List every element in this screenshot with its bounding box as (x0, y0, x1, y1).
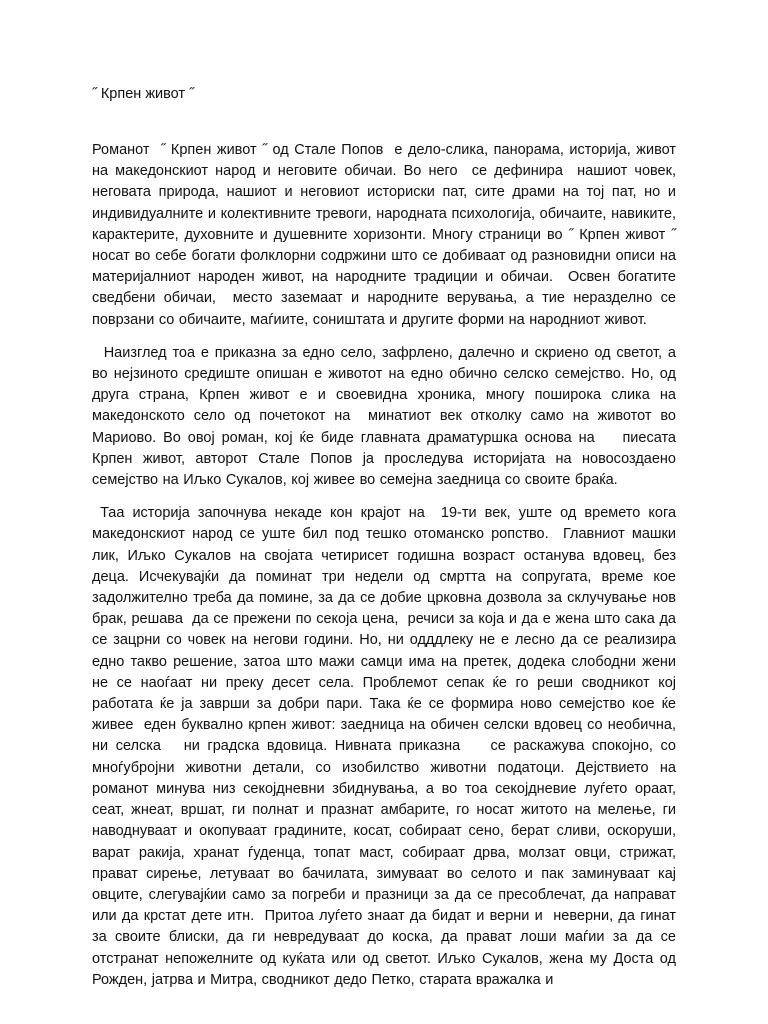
document-body (92, 140, 681, 1003)
document-title: ˝ Крпен живот ˝ (92, 86, 194, 102)
paragraph-3: Таа историја започнува некаде кон крајот на 19-ти век, уште од времето кога македонскиот народ се уште бил под тешко отоманско ропство. Главниот машки лик, Иљко Сукалов на својата четирисет годишна возраст останува вдовец, без деца. Исчекувајќи да поминат три недели од смртта на сопругата, време кое задолжително треба да помине, за да се добие црковна дозвола за склучување нов брак, решава да се прежени по секоја цена, речиси за која и да е жена што сака да се зацрни со човек на негови години. Но, ни одддлеку не е лесно да се реализира едно такво решение, затоа што мажи самци има на претек, додека слободни жени не се наоѓаат ни преку десет села. Проблемот сепак ќе го реши сводникот кој работата ќе ја заврши за добри пари. Така ќе се формира ново семејство кое ќе живее еден буквално крпен живот: заедница на обичен селски вдовец со необична, ни селска ни градска вдовица. Нивната приказна се раскажува спокојно, со мноѓубројни животни детали, со изобилство животни податоци. Дејствието на романот минува низ секојдневни збиднувања, а во тоа секојдневие луѓето ораат, сеат, жнеат, вршат, ги полнат и празнат амбарите, го носат житото на мелење, ги наводнуваат и окопуваат градините, косат, собираат сено, берат сливи, оскоруши, варат ракија, хранат ѓуденца, топат маст, собираат дрва, молзат овци, стрижат, прават сирење, летуваат во бачилата, зимуваат во селото и пак заминуваат кај овците, слегувајќии само за погреби и празници за да се пресоблечат, да направат или да крстат дете итн. Притоа луѓето знаат да бидат и верни и неверни, да гинат за своите блиски, да ги невредуваат до коска, да прават лоши маѓии за да се отстранат непожелните од куќата или од светот. Иљко Сукалов, жена му Доста од Рожден, јатрва и Митра, сводникот дедо Петко, старата вражалка и (92, 505, 681, 988)
paragraph-2: Наизглед тоа е приказна за едно село, зафрлено, далечно и скриено од светот, а во нејзиното средиште опишан е животот на едно обично селско семејство. Но, од друга страна, Крпен живот е и своевидна хроника, многу поширока слика на македонското село од почетокот на минатиот век отколку само на животот во Мариово. Во овој роман, кој ќе биде главната драматуршка основа на пиесата Крпен живот, авторот Стале Попов ја проследува историјата на новосоздаено семејство на Иљко Сукалов, кој живее во семејна заедница со своите браќа. (92, 344, 681, 489)
paragraph-1: Романот ˝ Крпен живот ˝ од Стале Попов е дело-слика, панорама, историја, живот на македонскиот народ и неговите обичаи. Во него се дефинира нашиот човек, неговата природа, нашиот и неговиот историски пат, сите драми на тој пат, но и индивидуалните и колективните тревоги, народната психологија, обичаите, навиките, карактерите, духовните и душевните хоризонти. Многу страници во ˝ Крпен живот ˝ носат во себе богати фолклорни содржини што се добиваат од разновидни описи на материјалниот народен живот, на народните традиции и обичаи. Освен богатите сведбени обичаи, место заземаат и народните верувања, а тие неразделно се поврзани со обичаите, маѓиите, соништата и другите форми на народниот живот. (92, 142, 681, 328)
